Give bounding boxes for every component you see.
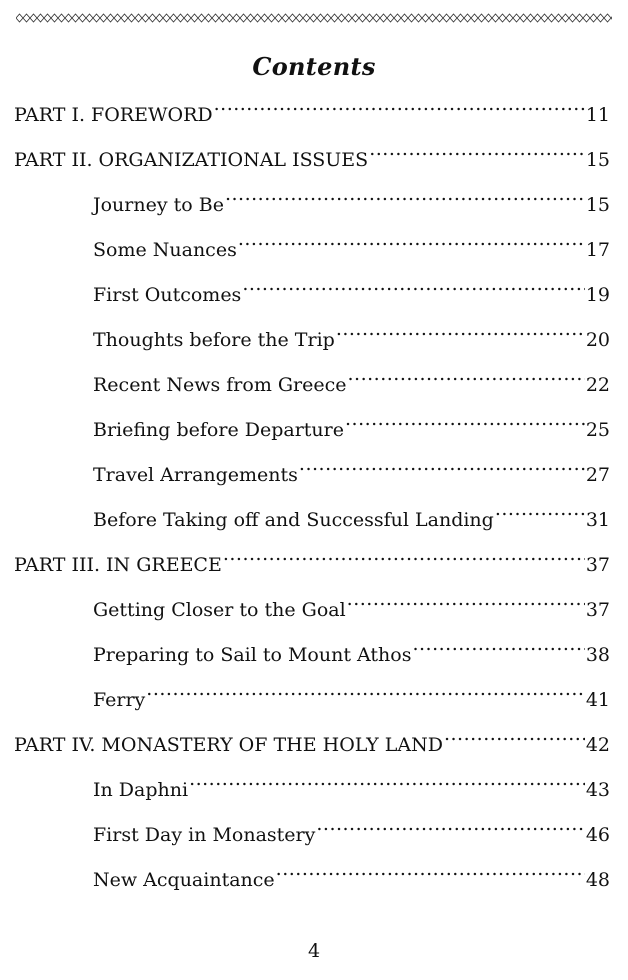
toc-entry-page: 31: [585, 509, 610, 531]
toc-entry-page: 15: [585, 194, 610, 216]
dot-leader: [214, 93, 585, 115]
toc-entry[interactable]: [93, 183, 610, 227]
toc-entry-page: 42: [585, 734, 610, 756]
toc-entry-page: 27: [585, 464, 610, 486]
toc-entry-title: Getting Closer to the Goal: [93, 599, 346, 621]
dot-leader: [223, 543, 585, 565]
dot-leader: [299, 453, 585, 475]
toc-entry-title: Before Taking off and Successful Landing: [93, 509, 494, 531]
toc-entry[interactable]: [93, 633, 610, 677]
dot-leader: [495, 498, 585, 520]
toc-entry[interactable]: [93, 318, 610, 362]
toc-entry-title: Journey to Be: [93, 194, 224, 216]
toc-entry-page: 43: [585, 779, 610, 801]
toc-entry-page: 22: [585, 374, 610, 396]
toc-entry-title: PART I. FOREWORD: [14, 104, 213, 126]
toc-entry-page: 37: [585, 554, 610, 576]
toc-entry-title: First Outcomes: [93, 284, 242, 306]
toc-entry[interactable]: [14, 543, 610, 587]
toc-entry[interactable]: [93, 228, 610, 272]
dot-leader: [336, 318, 585, 340]
toc-entry-page: 15: [585, 149, 610, 171]
dot-leader: [347, 588, 585, 610]
dot-leader: [225, 183, 585, 205]
toc-entry-title: Briefing before Departure: [93, 419, 344, 441]
page-number: 4: [307, 940, 321, 962]
toc-entry-title: PART IV. MONASTERY OF THE HOLY LAND: [14, 734, 443, 756]
toc-entry-page: 17: [585, 239, 610, 261]
decorative-border: [16, 11, 612, 25]
dot-leader: [242, 273, 585, 295]
dot-leader: [348, 363, 585, 385]
dot-leader: [238, 228, 585, 250]
toc-entry-title: In Daphni: [93, 779, 189, 801]
toc-entry[interactable]: [93, 363, 610, 407]
toc-entry-title: Ferry: [93, 689, 146, 711]
dot-leader: [189, 768, 585, 790]
dot-leader: [444, 723, 585, 745]
toc-entry-title: First Day in Monastery: [93, 824, 316, 846]
toc-entry-title: Some Nuances: [93, 239, 237, 261]
toc-entry[interactable]: [93, 498, 610, 542]
toc-entry-page: 25: [585, 419, 610, 441]
toc-entry[interactable]: [93, 678, 610, 722]
toc-entry-page: 48: [585, 869, 610, 891]
dot-leader: [345, 408, 585, 430]
toc-entry-page: 11: [585, 104, 610, 126]
toc-entry[interactable]: [93, 273, 610, 317]
toc-entry-title: PART III. IN GREECE: [14, 554, 222, 576]
toc-entry[interactable]: [93, 858, 610, 902]
toc-entry-title: Recent News from Greece: [93, 374, 347, 396]
toc-entry-title: Travel Arrangements: [93, 464, 298, 486]
dot-leader: [316, 813, 584, 835]
toc-entry-title: New Acquaintance: [93, 869, 275, 891]
toc-entry[interactable]: [14, 723, 610, 767]
dot-leader: [146, 678, 585, 700]
toc-entry[interactable]: [93, 588, 610, 632]
dot-leader: [276, 858, 585, 880]
toc-entry[interactable]: [93, 768, 610, 812]
toc-entry-title: Thoughts before the Trip: [93, 329, 335, 351]
toc-entry[interactable]: [93, 813, 610, 857]
toc-entry-page: 41: [585, 689, 610, 711]
toc-entry-page: 19: [585, 284, 610, 306]
page-title: Contents: [252, 52, 376, 81]
toc-entry-title: PART II. ORGANIZATIONAL ISSUES: [14, 149, 369, 171]
toc-entry-page: 20: [585, 329, 610, 351]
toc-entry[interactable]: [14, 93, 610, 137]
toc-entry-page: 37: [585, 599, 610, 621]
dot-leader: [412, 633, 584, 655]
toc-entry-page: 46: [585, 824, 610, 846]
dot-leader: [369, 138, 585, 160]
toc-entry[interactable]: [93, 453, 610, 497]
toc-entry[interactable]: [14, 138, 610, 182]
toc-entry-page: 38: [585, 644, 610, 666]
toc-entry-title: Preparing to Sail to Mount Athos: [93, 644, 412, 666]
toc-entry[interactable]: [93, 408, 610, 452]
